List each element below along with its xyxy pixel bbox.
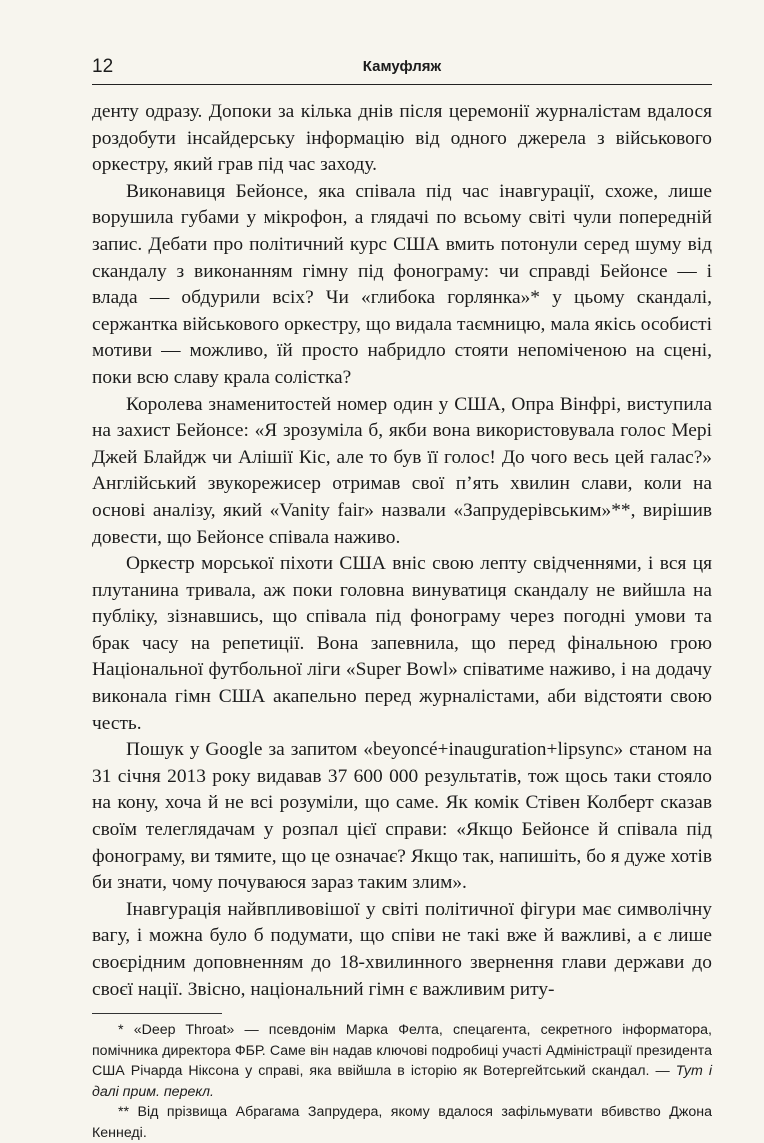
footnote	[92, 1102, 712, 1143]
paragraph: Виконавиця Бейонсе, яка співала під час інавгурації, схоже, лише ворушила губами у мікрофон, а глядачі по всьому світі чули попередній запис. Дебати про політичний курс США вмить потонули серед шуму від скандалу з виконанням гімну під фонограму: чи справді Бейонсе — і влада — обдурили всіх? Чи «глибока горлянка»* у цьому скандалі, сержантка військового оркестру, що видала таємницю, мала якісь особисті мотиви — можливо, їй просто набридло стояти непоміченою на сцені, поки всю славу крала солістка?	[92, 180, 712, 388]
footnote-text: Від прізвища Абрагама Запрудера, якому вдалося зафільмувати вбивство Джона Кеннеді.	[92, 1104, 712, 1141]
paragraph: Королева знаменитостей номер один у США, Опра Вінфрі, виступила на захист Бейонсе: «Я зрозуміла б, якби вона використовувала голос Мері Джей Блайдж чи Алішії Кіс, але то був її голос! До чого весь цей галас?» Англійський звукорежисер отримав свої п’ять хвилин слави, коли на основі аналізу, який «Vanity fair» назвали «Запрудерівським»**, вирішив довести, що Бейонсе співала наживо.	[92, 393, 712, 548]
footnote-text: «Deep Throat» — псевдонім Марка Фелта, спецагента, секретного інформатора, помічника директора ФБР. Саме він надав ключові подробиці участі Адміністрації президента США Річарда Ніксона у справі, яка ввійшла в історію як Вотергейтський скандал. —	[92, 1022, 712, 1080]
running-title: Камуфляж	[362, 58, 442, 75]
page-number: 12	[92, 56, 114, 77]
footnote-translator-note: Тут і далі прим. перекл.	[92, 1063, 712, 1100]
footnote	[92, 1020, 712, 1102]
footnote-marker: **	[118, 1104, 130, 1121]
body-text	[92, 99, 712, 1003]
footnote-marker: *	[118, 1022, 124, 1039]
paragraph: Інавгурація найвпливовішої у світі політичної фігури має символічну вагу, і можна було б подумати, що співи не такі вже й важливі, а є лише своєрідним доповненням до 18-хвилинного звернення глави держави до своєї нації. Звісно, національний гімн є важливим риту-	[92, 898, 712, 1000]
paragraph: денту одразу. Допоки за кілька днів після церемонії журналістам вдалося роздобути інсайдерську інформацію від одного джерела з військового оркестру, який грав під час заходу.	[92, 101, 712, 176]
paragraph: Оркестр морської піхоти США вніс свою лепту свідченнями, і вся ця плутанина тривала, аж поки головна винуватиця скандалу не вийшла на публіку, зізнавшись, що співала під фонограму через погодні умови та брак часу на репетиції. Вона запевнила, що перед фінальною грою Національної футбольної ліги «Super Bowl» співатиме наживо, і на додачу виконала гімн США акапельно перед журналістами, аби відстояти свою честь.	[92, 553, 712, 734]
page-header	[92, 56, 712, 85]
footnotes	[92, 1020, 712, 1143]
paragraph: Пошук у Google за запитом «beyoncé+inauguration+lipsync» станом на 31 січня 2013 року видавав 37 600 000 результатів, тож щось таки стояло на кону, хоча й не всі розуміли, що саме. Як комік Стівен Колберт сказав своїм телеглядачам у розпал цієї справи: «Якщо Бейонсе й співала під фонограму, ви тямите, що це означає? Якщо так, напишіть, бо я дуже хотів би знати, чому почуваюся зараз таким злим».	[92, 739, 712, 894]
footnote-divider	[92, 1013, 222, 1014]
